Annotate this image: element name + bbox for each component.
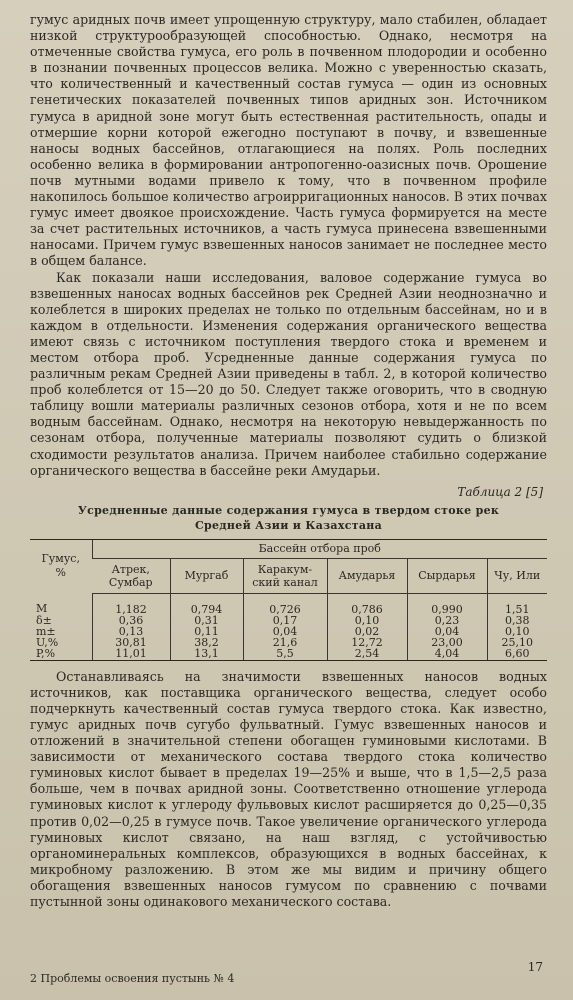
column-header-line-1: Амударья [338, 569, 396, 583]
table-cell: 6,60 [487, 648, 547, 661]
table-cell: 0,11 [170, 626, 243, 637]
table-cell: 1,51 [487, 593, 547, 615]
table-cell: 21,6 [243, 637, 327, 648]
table-cell: 0,17 [243, 615, 327, 626]
column-header-line-2: Сумбар [108, 575, 153, 589]
column-header-2 [243, 558, 327, 593]
row-label: δ± [36, 613, 52, 627]
column-header-4 [407, 558, 487, 593]
table-cell: 11,01 [92, 648, 170, 661]
column-header-line-1: Мургаб [184, 569, 229, 583]
column-header-line-1: Чу, Или [494, 569, 541, 583]
table-cell: 0,794 [170, 593, 243, 615]
paragraph-1: гумус аридных почв имеет упрощенную структуру, мало стабилен, обладает низкой структурообразующей способностью. Однако, несмотря на отмеченные свойства гумуса, его роль в почвенном плодородии и особенно в познании почвенных процессов велика. Можно с уверенностью сказать, что количественный и качественный состав гумуса — один из основных генетических показателей почвенных типов аридных зон. Источником гумуса в аридной зоне могут быть естественная растительность, опады и отмершие корни которой ежегодно поступают в почву, и взвешенные наносы водных бассейнов, отлагающиеся на полях. Роль последних особенно велика в формировании антропогенно-оазисных почв. Орошение почв мутными водами привело к тому, что в почвенном профиле накопилось большое количество агроирригационных наносов. В этих почвах гумус имеет двоякое происхождение. Часть гумуса формируется на месте за счет растительных источников, а часть гумуса принесена взвешенными наносами. Причем гумус взвешенных наносов занимает не последнее место в общем балансе. [30, 12, 547, 269]
table-cell: 12,72 [327, 637, 407, 648]
table-cell: 4,04 [407, 648, 487, 661]
column-header-5 [487, 558, 547, 593]
table-cell: 0,786 [327, 593, 407, 615]
column-header-0 [92, 558, 170, 593]
paragraph-2: Как показали наши исследования, валовое содержание гумуса во взвешенных наносах водных бассейнов рек Средней Азии неоднозначно и колеблется в широких пределах не только по отдельным бассейнам, но и в каждом в отдельности. Изменения содержания органического вещества имеют связь с источником поступления твердого стока и временем и местом отбора проб. Усредненные данные содержания гумуса по различным рекам Средней Азии приведены в табл. 2, в которой количество проб колеблется от 15—20 до 50. Следует также оговорить, что в сводную таблицу вошли материалы различных сезонов отбора, хотя и не по всем водным бассейнам. Однако, несмотря на некоторую невыдержанность по сезонам отбора, полученные материалы позволяют судить о близкой сходимости результатов анализа. Причем наиболее стабильно содержание органического вещества в бассейне реки Амударьи. [30, 269, 547, 478]
row-header-line-2: % [55, 566, 66, 580]
row-label: P,% [30, 648, 92, 661]
column-header-line-2: ский канал [252, 575, 318, 589]
table-cell: 0,23 [407, 615, 487, 626]
table-caption-line-1: Усредненные данные содержания гумуса в твердом стоке рек [77, 503, 500, 517]
table-cell: 0,04 [407, 626, 487, 637]
table-reference: Таблица 2 [5] [457, 484, 543, 499]
table-cell: 2,54 [327, 648, 407, 661]
column-header-3 [327, 558, 407, 593]
page-number: 17 [527, 960, 543, 974]
column-header-1 [170, 558, 243, 593]
table-cell: 0,726 [243, 593, 327, 615]
row-header-cell [30, 539, 92, 593]
table-cell: 0,02 [327, 626, 407, 637]
table-cell: 0,31 [170, 615, 243, 626]
column-header-line-1: Атрек, [111, 562, 150, 576]
table-cell: 1,182 [92, 593, 170, 615]
row-label: U,% [36, 635, 59, 649]
table-caption [30, 503, 547, 533]
table-cell: 0,04 [243, 626, 327, 637]
table-cell: 0,10 [487, 626, 547, 637]
table-cell: 13,1 [170, 648, 243, 661]
row-label: m± [36, 624, 56, 638]
table-cell: 30,81 [92, 637, 170, 648]
humus-data-table [30, 539, 547, 661]
table-cell: 0,13 [92, 626, 170, 637]
table-cell: 38,2 [170, 637, 243, 648]
row-header-line-1: Гумус, [41, 552, 80, 566]
row-label: M [36, 602, 48, 616]
basin-group-header: Бассейн отбора проб [92, 539, 547, 558]
table-cell: 5,5 [243, 648, 327, 661]
footer-journal-title: 2 Проблемы освоения пустынь № 4 [30, 972, 235, 985]
column-header-line-1: Каракум- [257, 562, 313, 576]
table-cell: 23,00 [407, 637, 487, 648]
table-cell: 0,990 [407, 593, 487, 615]
table-row [30, 648, 547, 661]
table-cell: 0,36 [92, 615, 170, 626]
paragraph-3: Останавливаясь на значимости взвешенных наносов водных источников, как поставщика органического вещества, следует особо подчеркнуть качественный состав гумуса твердого стока. Как известно, гумус аридных почв сугубо фульватный. Гумус взвешенных наносов и отложений в значительной степени обогащен гуминовыми кислотами. В зависимости от механического состава твердого стока количество гуминовых кислот бывает в пределах 19—25% и выше, что в 1,5—2,5 раза больше, чем в почвах аридной зоны. Соответственно отношение углерода гуминовых кислот к углероду фульвовых кислот расширяется до 0,25—0,35 против 0,02—0,25 в гумусе почв. Такое увеличение органического углерода гуминовых кислот связано, на наш взгляд, с устойчивостью органоминеральных комплексов, образующихся в водных бассейнах, к микробному разложению. В этом же мы видим и причину общего обогащения взвешенных наносов гумусом по сравнению с почвами пустынной зоны одинакового механического состава. [30, 668, 547, 910]
table-row [30, 593, 547, 615]
column-header-line-1: Сырдарья [418, 569, 476, 583]
table-cell: 0,38 [487, 615, 547, 626]
table-cell: 25,10 [487, 637, 547, 648]
table-cell: 0,10 [327, 615, 407, 626]
table-caption-line-2: Средней Азии и Казахстана [194, 518, 383, 532]
